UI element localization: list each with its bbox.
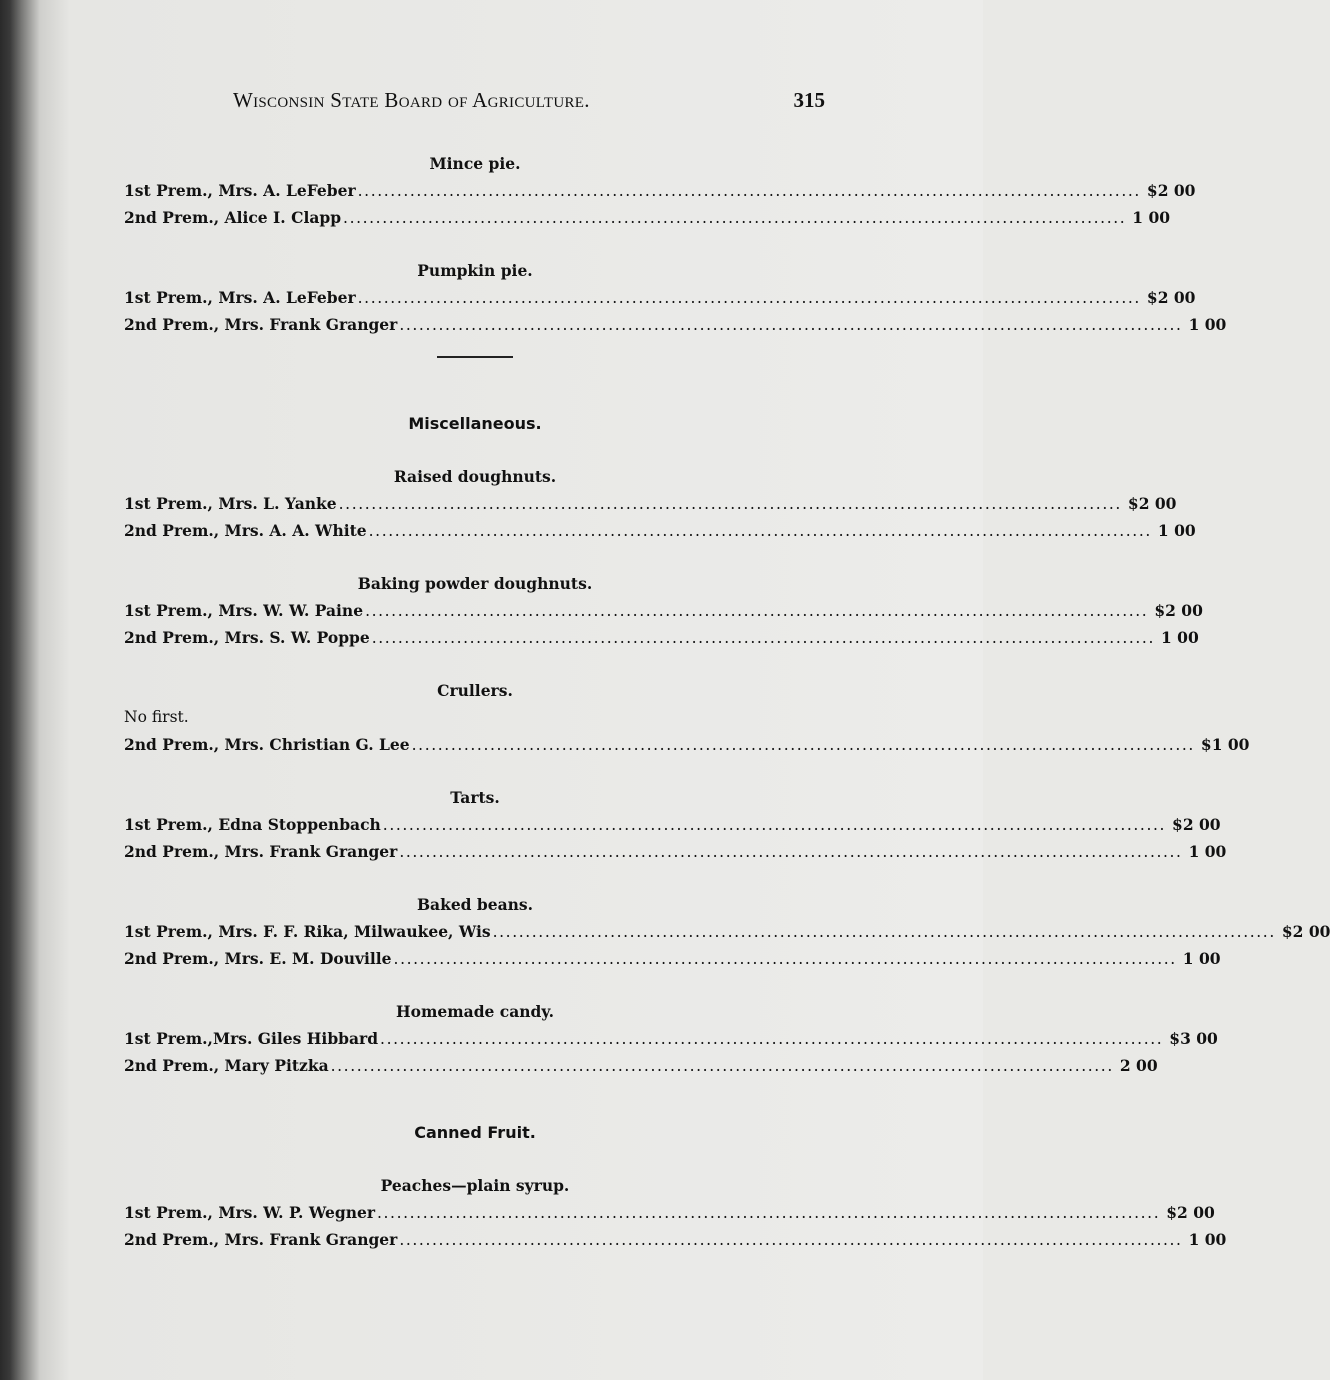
entry-amount: $2 00 [1166,1203,1215,1222]
category-title-baked-beans: Baked beans. [416,895,534,914]
category-title-tarts: Tarts. [450,788,500,807]
entry-amount: 1 00 [1157,521,1196,540]
category-title-crullers: Crullers. [437,681,513,700]
entry-name: 2nd Prem., Mrs. A. A. White [124,521,367,540]
entry-name: 2nd Prem., Mrs. S. W. Poppe [124,628,370,647]
leader-dots: ........................................................................................................................ [399,843,1183,861]
leader-dots: ........................................................................................................................ [330,1057,1114,1075]
list-item [124,1226,1227,1253]
entry-amount: 1 00 [1132,208,1171,227]
entry-amount: $2 00 [1146,181,1196,200]
running-header [233,88,825,118]
leader-dots: ........................................................................................................................ [380,1030,1164,1048]
leader-dots: ........................................................................................................................ [492,923,1276,941]
list-item [124,838,1227,865]
entry-amount: 1 00 [1161,628,1199,647]
entry-name: 1st Prem., Mrs. L. Yanke [124,494,337,513]
list-item [124,517,1196,544]
list-item [124,311,1227,338]
entry-name: 2nd Prem., Mrs. Frank Granger [124,842,398,861]
entry-amount: $2 00 [1172,815,1221,834]
entry-amount: 1 00 [1188,315,1227,334]
list-item [124,1199,1215,1226]
entry-amount: $2 00 [1154,601,1203,620]
entry-name: 1st Prem., Mrs. A. LeFeber [124,288,356,307]
section-heading-canned-fruit: Canned Fruit. [414,1123,536,1142]
leader-dots: ........................................................................................................................ [399,1231,1183,1249]
list-item [124,1052,1158,1079]
category-title-mince-pie: Mince pie. [429,154,521,173]
entry-amount: $2 00 [1281,922,1330,941]
entry-name: 2nd Prem., Mary Pitzka [124,1056,329,1075]
leader-dots: ........................................................................................................................ [382,816,1167,834]
entry-name: 1st Prem., Mrs. W. W. Paine [124,601,364,620]
entry-amount: $2 00 [1146,288,1196,307]
entry-name: 1st Prem.,Mrs. Giles Hibbard [124,1029,379,1048]
category-title-peaches-plain-syrup: Peaches—plain syrup. [380,1176,570,1195]
entry-amount: $2 00 [1127,494,1177,513]
section-heading-miscellaneous: Miscellaneous. [408,414,542,433]
leader-dots: ........................................................................................................................ [343,209,1127,227]
list-item [124,945,1221,972]
entry-name: 2nd Prem., Mrs. Frank Granger [124,1230,398,1249]
entry-amount: 1 00 [1182,949,1221,968]
list-item [124,624,1199,651]
list-item [124,597,1203,624]
entry-amount: 2 00 [1119,1056,1158,1075]
list-item [124,731,1250,758]
leader-dots: ........................................................................................................................ [377,1204,1161,1222]
category-title-homemade-candy: Homemade candy. [396,1002,554,1021]
category-title-pumpkin-pie: Pumpkin pie. [417,261,533,280]
page-number: 315 [793,88,825,112]
entry-name: 2nd Prem., Alice I. Clapp [124,208,342,227]
entry-name: 2nd Prem., Mrs. Christian G. Lee [124,735,410,754]
entry-name: 1st Prem., Edna Stoppenbach [124,815,381,834]
entry-name: 1st Prem., Mrs. W. P. Wegner [124,1203,375,1222]
leader-dots: ........................................................................................................................ [393,950,1177,968]
leader-dots: ........................................................................................................................ [357,182,1141,200]
list-item [124,284,1196,311]
leader-dots: ........................................................................................................................ [411,736,1195,754]
entry-name: 2nd Prem., Mrs. Frank Granger [124,315,398,334]
entry-name: 1st Prem., Mrs. A. LeFeber [124,181,356,200]
leader-dots: ........................................................................................................................ [357,289,1141,307]
entry-name: 1st Prem., Mrs. F. F. Rika, Milwaukee, Wis [124,922,491,941]
entry-name: 2nd Prem., Mrs. E. M. Douville [124,949,392,968]
list-item [124,177,1196,204]
entry-amount: $3 00 [1169,1029,1218,1048]
running-head-title: Wisconsin State Board of Agriculture. [233,88,590,112]
no-first-note: No first. [124,708,189,726]
list-item [124,811,1221,838]
category-title-raised-doughnuts: Raised doughnuts. [393,467,557,486]
entry-amount: 1 00 [1188,842,1227,861]
list-item [124,918,1330,945]
premium-list [124,150,1330,1253]
leader-dots: ........................................................................................................................ [399,316,1183,334]
list-item [124,1025,1218,1052]
entry-amount: $1 00 [1200,735,1250,754]
category-title-baking-powder-doughnuts: Baking powder doughnuts. [357,574,593,593]
leader-dots: ........................................................................................................................ [371,629,1155,647]
entry-amount: 1 00 [1188,1230,1227,1249]
list-item [124,204,1171,231]
list-item [124,490,1177,517]
leader-dots: ........................................................................................................................ [365,602,1149,620]
leader-dots: ........................................................................................................................ [338,495,1122,513]
leader-dots: ........................................................................................................................ [368,522,1152,540]
